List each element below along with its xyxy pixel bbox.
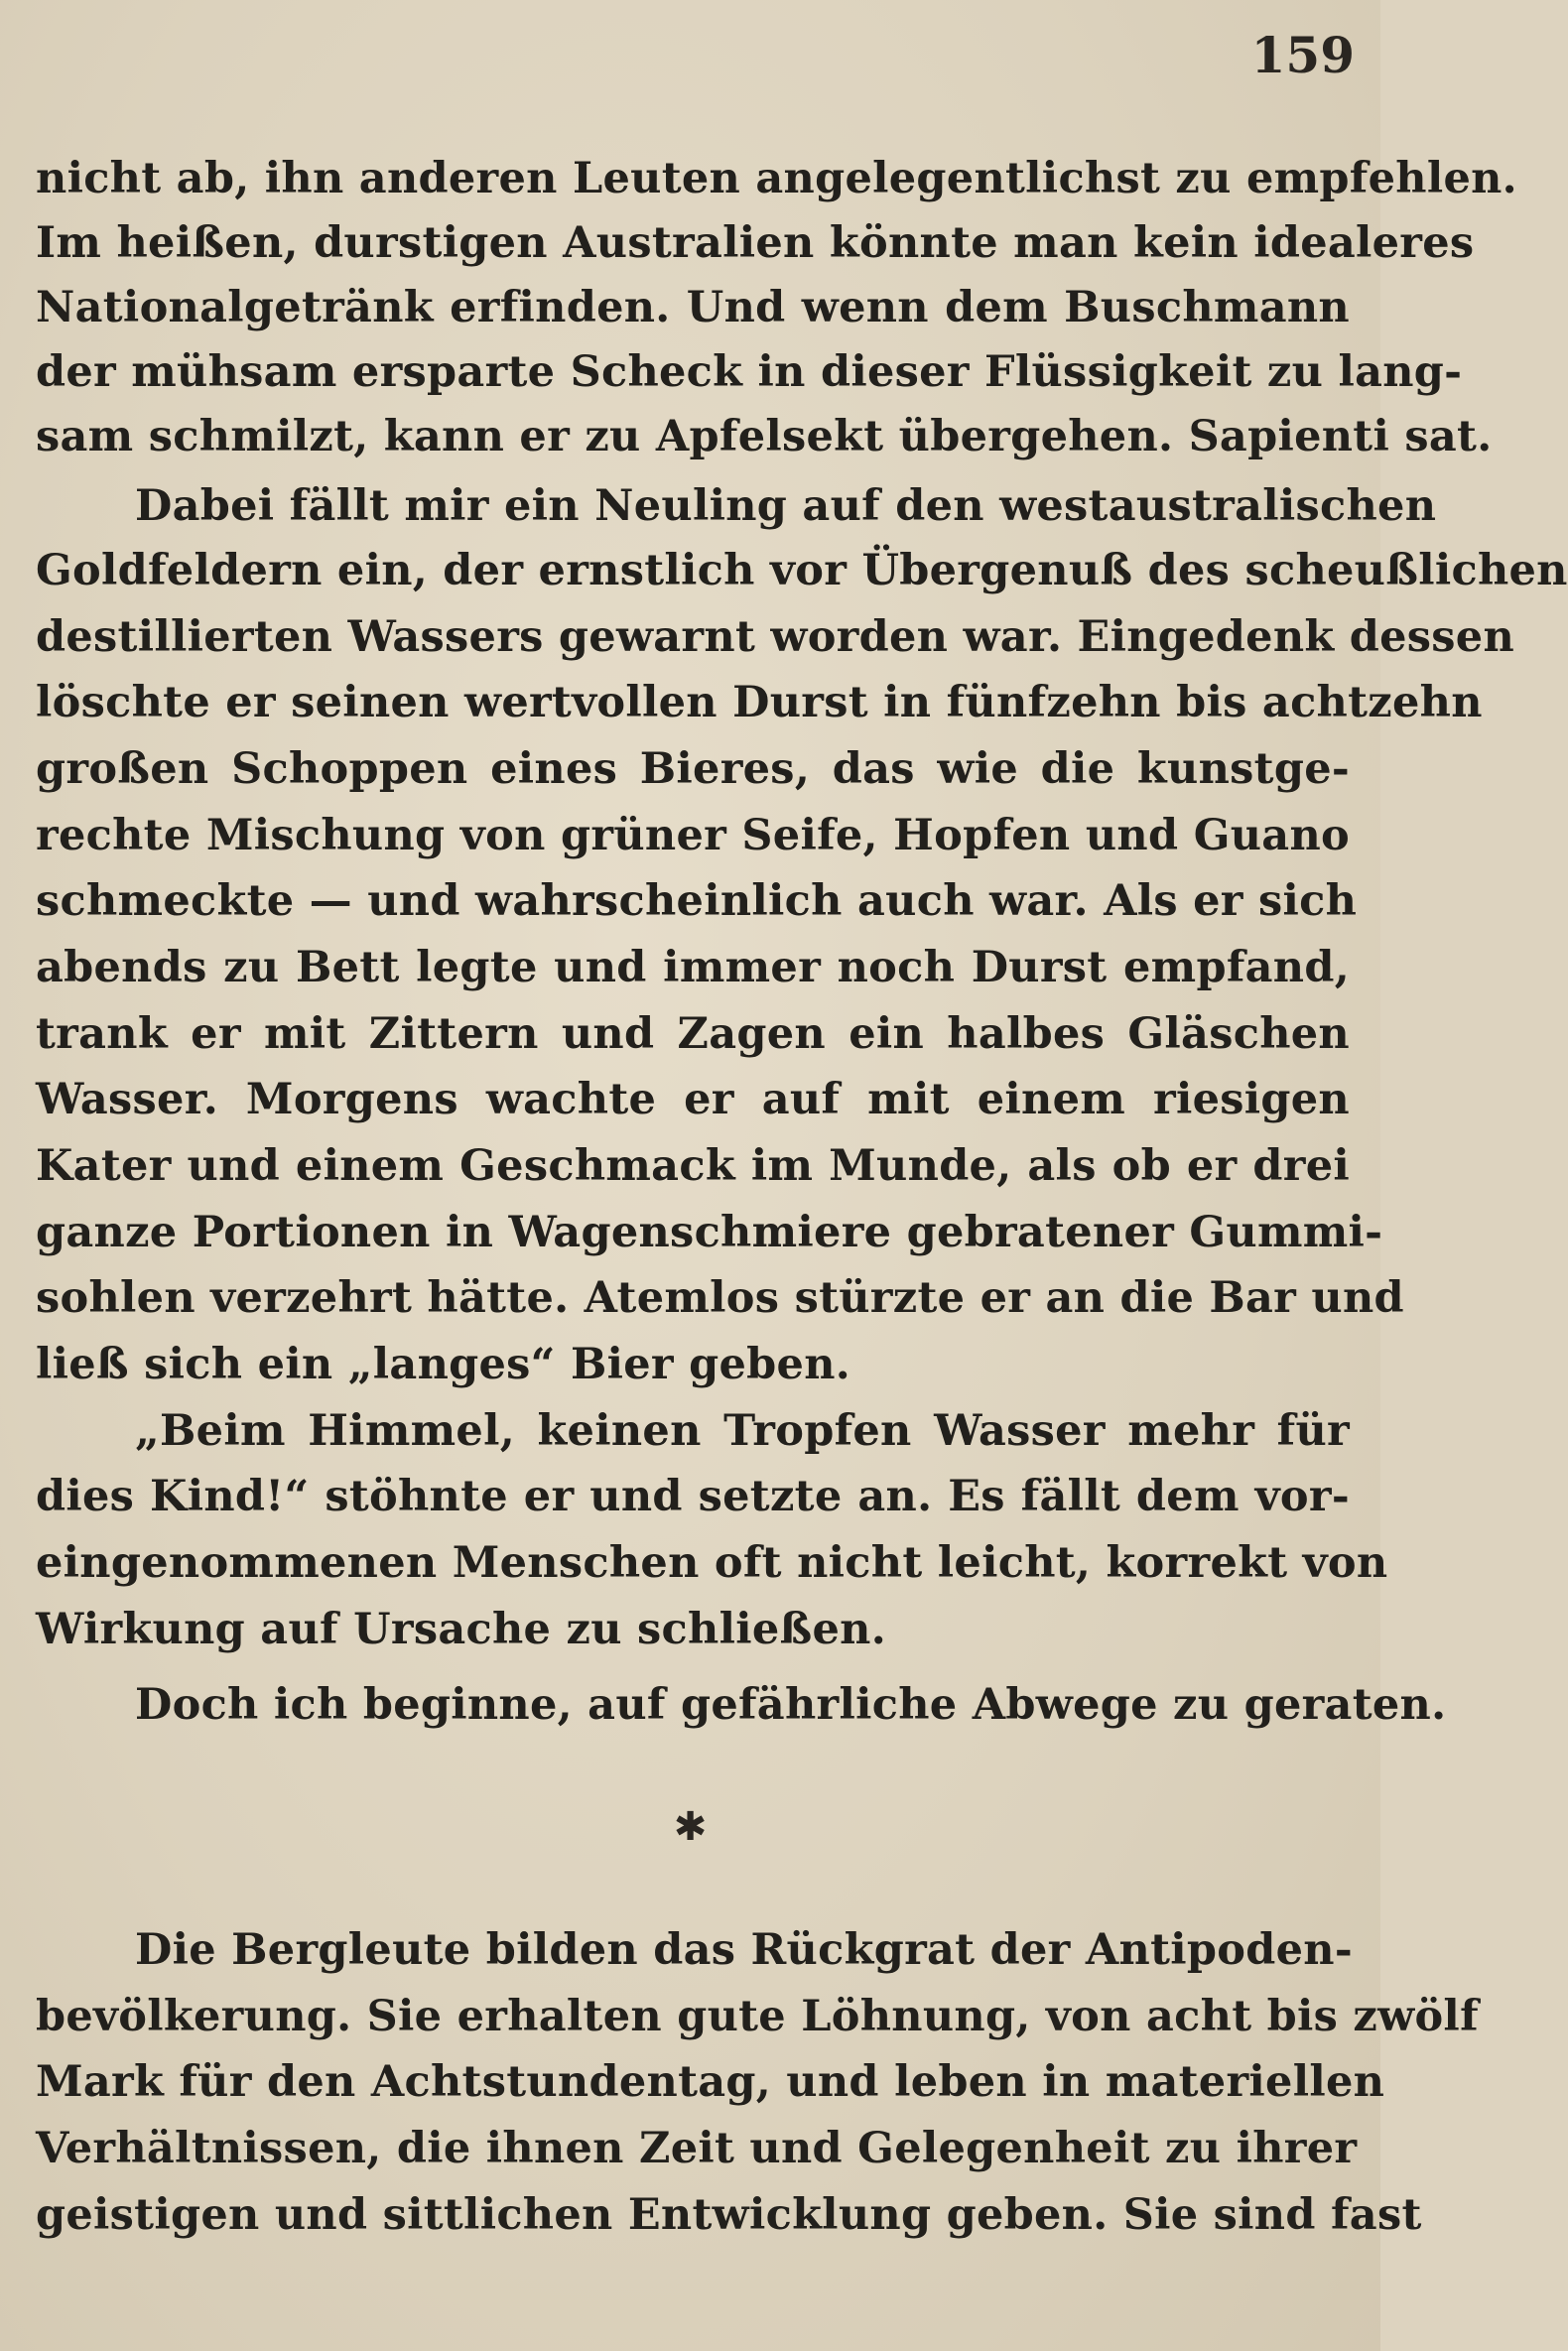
text-line: Die Bergleute bilden das Rückgrat der Antipoden- <box>135 1925 1353 1975</box>
text-line: ließ sich ein „langes“ Bier geben. <box>36 1340 851 1389</box>
text-line: eingenommenen Menschen oft nicht leicht, korrekt von <box>36 1538 1388 1588</box>
text-line: Doch ich beginne, auf gefährliche Abwege zu geraten. <box>135 1680 1447 1730</box>
text-line: löschte er seinen wertvollen Durst in fünfzehn bis achtzehn <box>36 678 1483 727</box>
text-line: „Beim Himmel, keinen Tropfen Wasser mehr für <box>135 1406 1350 1456</box>
text-line: nicht ab, ihn anderen Leuten angelegentlichst zu empfehlen. <box>36 154 1517 203</box>
text-line: Wasser. Morgens wachte er auf mit einem riesigen <box>36 1075 1350 1124</box>
text-line: destillierten Wassers gewarnt worden war. Eingedenk dessen <box>36 612 1515 662</box>
text-line: bevölkerung. Sie erhalten gute Löhnung, von acht bis zwölf <box>36 1992 1479 2041</box>
text-line: Verhältnissen, die ihnen Zeit und Gelegenheit zu ihrer <box>36 2124 1358 2173</box>
text-line: rechte Mischung von grüner Seife, Hopfen und Guano <box>36 811 1350 860</box>
page-number: 159 <box>1250 26 1355 84</box>
text-line: Kater und einem Geschmack im Munde, als ob er drei <box>36 1141 1350 1191</box>
text-line: Mark für den Achtstundentag, und leben in materiellen <box>36 2057 1385 2107</box>
text-line: der mühsam ersparte Scheck in dieser Flüssigkeit zu lang- <box>36 347 1463 397</box>
text-line: großen Schoppen eines Bieres, das wie die kunstge- <box>36 744 1350 794</box>
text-line: trank er mit Zittern und Zagen ein halbes Gläschen <box>36 1009 1350 1059</box>
text-line: sam schmilzt, kann er zu Apfelsekt übergehen. Sapienti sat. <box>36 412 1493 461</box>
text-line: sohlen verzehrt hätte. Atemlos stürzte er an die Bar und <box>36 1273 1404 1323</box>
text-line: Wirkung auf Ursache zu schließen. <box>36 1605 886 1654</box>
text-line: Nationalgetränk erfinden. Und wenn dem Buschmann <box>36 283 1350 332</box>
section-divider-ornament: ✱ <box>673 1804 708 1850</box>
text-line: abends zu Bett legte und immer noch Durst empfand, <box>36 943 1350 992</box>
text-line: schmeckte — und wahrscheinlich auch war. Als er sich <box>36 876 1358 926</box>
text-line: Goldfeldern ein, der ernstlich vor Übergenuß des scheußlichen <box>36 546 1568 595</box>
text-line: dies Kind!“ stöhnte er und setzte an. Es fällt dem vor- <box>36 1472 1350 1521</box>
text-line: geistigen und sittlichen Entwicklung geben. Sie sind fast <box>36 2190 1422 2240</box>
text-line: Im heißen, durstigen Australien könnte man kein idealeres <box>36 218 1475 268</box>
text-line: ganze Portionen in Wagenschmiere gebratener Gummi- <box>36 1208 1383 1257</box>
text-line: Dabei fällt mir ein Neuling auf den westaustralischen <box>135 481 1437 531</box>
